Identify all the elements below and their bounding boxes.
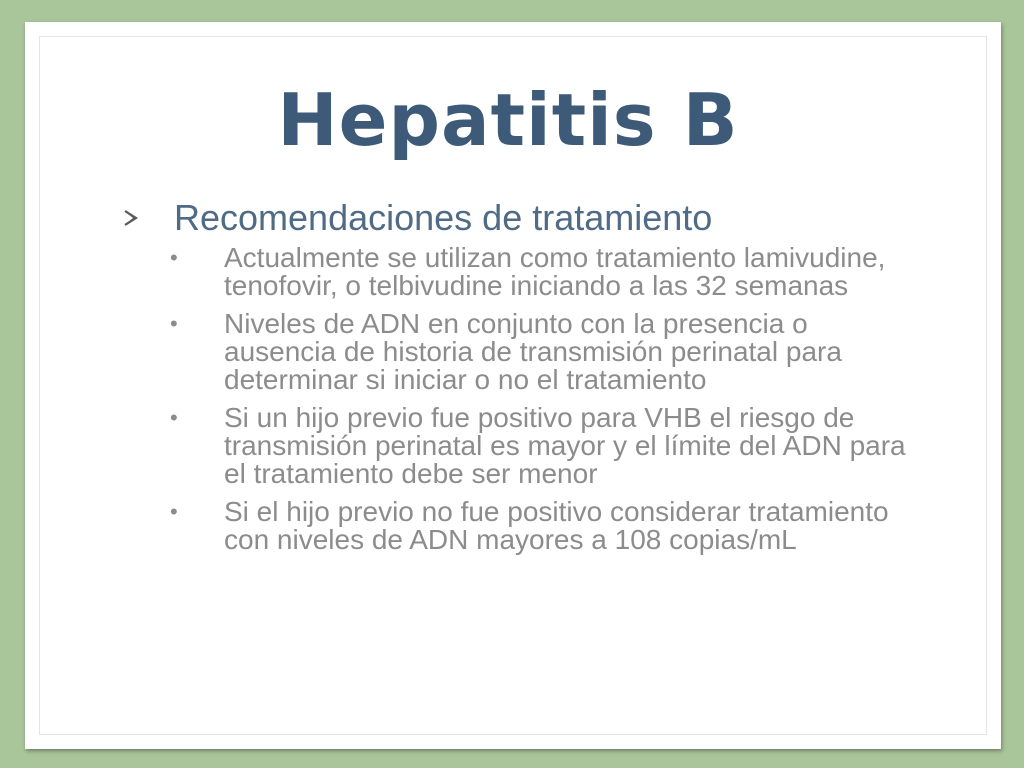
bullet-dot: • — [170, 245, 178, 270]
bullet-list — [122, 244, 922, 554]
slide-content — [122, 196, 922, 564]
bullet-text: Actualmente se utilizan como tratamiento lamivudine, tenofovir, o telbivudine iniciando a las 32 semanas — [224, 242, 886, 301]
bullet-text: Niveles de ADN en conjunto con la presencia o ausencia de historia de transmisión perinatal para determinar si iniciar o no el tratamiento — [224, 308, 842, 395]
list-item — [122, 498, 922, 554]
heading-text: Recomendaciones de tratamiento — [174, 197, 713, 238]
heading-item — [122, 196, 922, 240]
list-item — [122, 244, 922, 300]
slide-title: Hepatitis B — [277, 78, 739, 162]
arrow-right-icon — [122, 209, 140, 227]
bullet-dot: • — [170, 499, 178, 524]
bullet-dot: • — [170, 405, 178, 430]
list-item — [122, 404, 922, 488]
bullet-text: Si un hijo previo fue positivo para VHB el riesgo de transmisión perinatal es mayor y el límite del ADN para el tratamiento debe ser menor — [224, 402, 906, 489]
bullet-dot: • — [170, 311, 178, 336]
list-item — [122, 310, 922, 394]
bullet-text: Si el hijo previo no fue positivo considerar tratamiento con niveles de ADN mayores a 108 copias/mL — [224, 496, 889, 555]
